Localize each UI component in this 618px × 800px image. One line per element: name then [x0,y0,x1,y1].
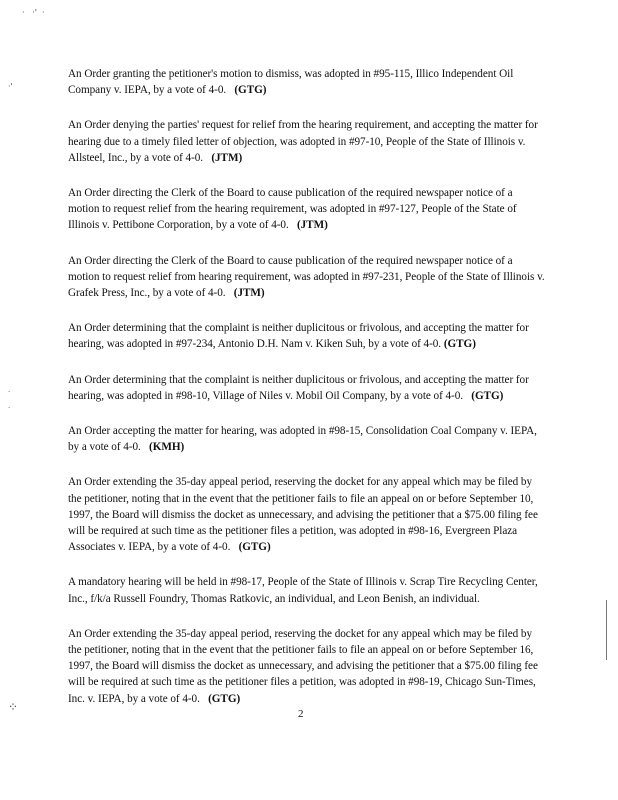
scan-speck-top: · ·' · [22,8,45,17]
scan-speck-bottom-left: ⁘ [8,700,19,714]
member-tag: (GTG) [234,84,267,97]
order-paragraph-5 [68,320,546,352]
paragraph-text: An Order accepting the matter for hearing, was adopted in #98-15, Consolidation Coal Company v. IEPA, by a vote of 4-0. [68,425,537,454]
paragraph-text: An Order granting the petitioner's motion to dismiss, was adopted in #95-115, Illico Independent Oil Company v. IEPA, by a vote of 4-0. [68,68,514,97]
paragraph-text: An Order determining that the complaint is neither duplicitous or frivolous, and accepting the matter for hearing, was adopted in #98-10, Village of Niles v. Mobil Oil Company, by a vote of 4-0. [68,373,529,402]
member-tag: (KMH) [149,441,185,454]
paragraph-text: An Order directing the Clerk of the Board to cause publication of the required newspaper notice of a motion to request relief from the hearing requirement, was adopted in #97-127, People of the State of Illinois v. Pettibone Corporation, by a vote of 4-0. [68,187,517,232]
paragraph-text: A mandatory hearing will be held in #98-17, People of the State of Illinois v. Scrap Tire Recycling Center, Inc., f/k/a Russell Foundry, Thomas Ratkovic, an individual, and Leon Benish, an individual. [68,576,538,605]
order-paragraph-3 [68,185,546,234]
member-tag: (GTG) [471,389,504,402]
scan-speck-left-mid: · [8,388,11,396]
order-paragraph-10 [68,626,546,707]
scan-margin-line [606,600,607,660]
order-paragraph-4 [68,253,546,302]
order-paragraph-1 [68,66,546,98]
paragraph-text: An Order directing the Clerk of the Board to cause publication of the required newspaper notice of a motion to request relief from hearing requirement, was adopted in #97-231, People of the State of Illinois v. Grafek Press, Inc., by a vote of 4-0. [68,254,545,300]
paragraph-text: An Order extending the 35-day appeal period, reserving the docket for any appeal which may be filed by the petitioner, noting that in the event that the petitioner fails to file an appeal on or before September 10, 1997, the Board will dismiss the docket as unnecessary, and advising the petitioner that a $75.00 filing fee will be required at such time as the petitioner files a petition, was adopted in #98-16, Evergreen Plaza Associates v. IEPA, by a vote of 4-0. [68,476,538,554]
hearing-paragraph [68,574,546,606]
member-tag: (JTM) [296,219,328,232]
paragraph-text: An Order extending the 35-day appeal period, reserving the docket for any appeal which may be filed by the petitioner, noting that in the event that the petitioner fails to file an appeal on or before September 16, 1997, the Board will dismiss the docket as unnecessary, and advising the petitioner that a $75.00 filing fee will be required at such time as the petitioner files a petition, was adopted in #98-19, Chicago Sun-Times, Inc. v. IEPA, by a vote of 4-0. [68,627,538,705]
order-paragraph-6 [68,372,546,404]
minutes-body [68,66,546,726]
member-tag: (JTM) [211,151,243,164]
order-paragraph-7 [68,423,546,455]
paragraph-text: An Order denying the parties' request for relief from the hearing requirement, and accepting the matter for hearing due to a timely filed letter of objection, was adopted in #97-10, People of the State of Illinois v. Allsteel, Inc., by a vote of 4-0. [68,119,538,164]
scan-speck-left-mid2: · [8,404,11,412]
scan-speck-left-upper: ·' [8,82,13,91]
member-tag: (GTG) [443,338,476,351]
order-paragraph-8 [68,474,546,555]
paragraph-text: An Order determining that the complaint is neither duplicitous or frivolous, and accepting the matter for hearing, was adopted in #97-234, Antonio D.H. Nam v. Kiken Suh, by a vote of 4-0. [68,322,529,351]
member-tag: (GTG) [208,692,241,705]
member-tag: (JTM) [233,287,265,300]
order-paragraph-2 [68,117,546,166]
page-number: 2 [298,708,304,720]
member-tag: (GTG) [238,541,271,554]
